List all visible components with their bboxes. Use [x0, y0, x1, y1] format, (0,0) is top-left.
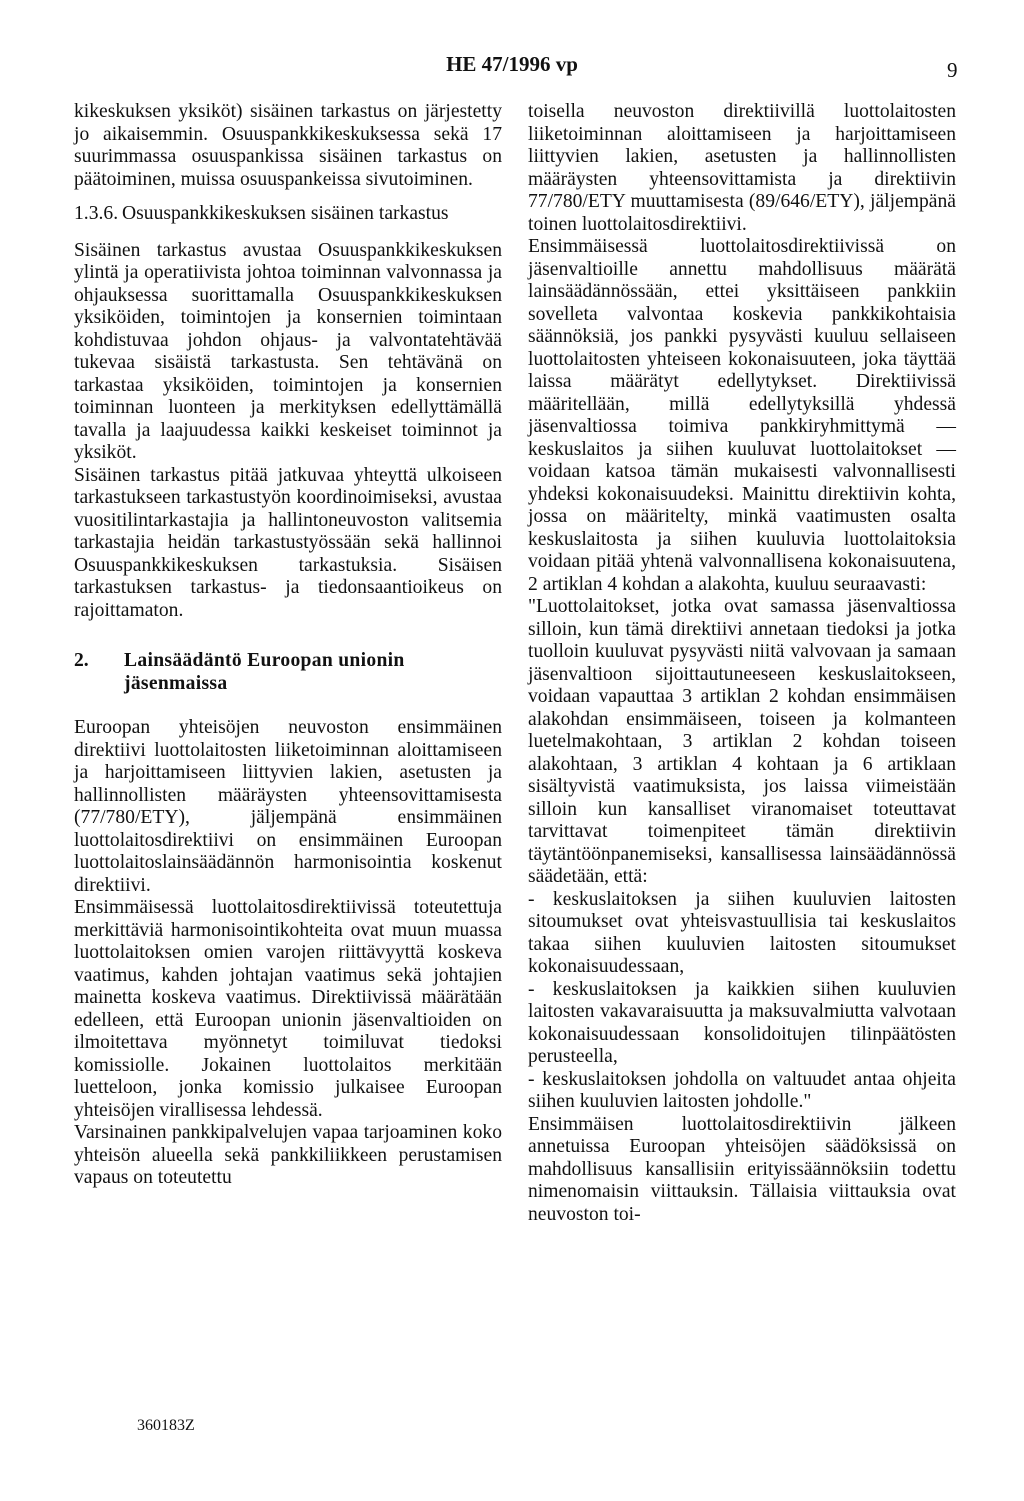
section-title: Lainsäädäntö Euroopan unionin jäsenmaissa [124, 650, 405, 694]
footer-code: 360183Z [137, 1417, 195, 1434]
paragraph: Ensimmäisessä luottolaitosdirektiivissä on jäsenvaltioille annettu mahdollisuus määrätä lainsäädännössään, ettei yksittäiseen pankkiin sovelleta valvontaa koskevia pankkikohtaisia säännöksiä, jos pankki pysyvästi kuuluu sellaiseen luottolaitosten yhteiseen kokonaisuuteen, joka täyttää laissa määrätyt edellytykset. Direktiivissä määritellään, millä edellytyksillä yhdessä jäsenvaltiossa toimiva pankkiryhmittymä — keskuslaitos ja siihen kuuluvat luottolaitokset — voidaan katsoa tämän mukaisesti valvonnallisesti yhdeksi kokonaisuudeksi. Mainittu direktiivin kohta, jossa on määritelty, minkä vaatimusten osalta keskuslaitosta ja siihen kuuluvia luottolaitoksia voidaan pitää yhtenä valvonnallisena kokonaisuutena, 2 artiklan 4 kohdan a alakohta, kuuluu seuraavasti: [528, 236, 956, 595]
list-item: - keskuslaitoksen ja siihen kuuluvien laitosten sitoumukset ovat yhteisvastuullisia tai keskuslaitos takaa siihen kuuluvien laitosten sitoumukset kokonaisuudessaan, [528, 888, 956, 977]
paragraph: toisella neuvoston direktiivillä luottolaitosten liiketoiminnan aloittamiseen ja harjoittamiseen liittyvien lakien, asetusten ja hallinnollisten määräysten yhteensovittamista ja direktiivin 77/780/ETY muuttamisesta (89/646/ETY), jäljempänä toinen luottolaitosdirektiivi. [528, 101, 956, 235]
subsection-number: 1.3.6. [74, 203, 119, 224]
left-column [74, 101, 502, 1190]
page-number: 9 [947, 58, 958, 82]
paragraph: Sisäinen tarkastus avustaa Osuuspankkikeskuksen ylintä ja operatiivista johtoa toiminnan valvonnassa ja ohjauksessa suorittamalla Osuuspankkikeskuksen yksiköiden, toimintojen ja konsernien toimintaan kohdistuvaa johdon ohjaus- ja valvontatehtävää tukevaa sisäistä tarkastusta. Sen tehtävänä on tarkastaa yksiköiden, toimintojen ja konsernien toiminnan luonteen ja merkityksen edellyttämällä tavalla ja laajuudessa kaikki keskeiset toiminnot ja yksiköt. [74, 239, 502, 463]
paragraph: Euroopan yhteisöjen neuvoston ensimmäinen direktiivi luottolaitosten liiketoiminnan aloittamiseen ja harjoittamiseen liittyvien lakien, asetusten ja hallinnollisten määräysten yhteensovittamisesta (77/780/ETY), jäljempänä ensimmäinen luottolaitosdirektiivi on ensimmäinen Euroopan luottolaitoslainsäädännön harmonisointia koskenut direktiivi. [74, 717, 502, 896]
list-item: - keskuslaitoksen johdolla on valtuudet antaa ohjeita siihen kuuluvien laitosten johdolle." [528, 1068, 956, 1112]
subsection-title: Osuuspankkikeskuksen sisäinen tarkastus [122, 203, 449, 224]
paragraph: Ensimmäisessä luottolaitosdirektiivissä toteutettuja merkittäviä harmonisointikohteita ovat muun muassa luottolaitoksen omien varojen riittävyyttä koskeva vaatimus, kahden johtajan vaatimus sekä johtajien mainetta koskeva vaatimus. Direktiivissä määrätään edelleen, että Euroopan unionin jäsenvaltioiden on ilmoitettava myönnetyt toimiluvat tiedoksi komissiolle. Jokainen luottolaitos merkitään luetteloon, jonka komissio julkaisee Euroopan yhteisöjen virallisessa lehdessä. [74, 897, 502, 1121]
subsection-heading [74, 203, 502, 226]
section-heading [74, 650, 502, 695]
paragraph: kikeskuksen yksiköt) sisäinen tarkastus on järjestetty jo aikaisemmin. Osuuspankkikeskuksessa sekä 17 suurimmassa osuuspankissa sisäinen tarkastus on päätoiminen, muissa osuuspankeissa sivutoiminen. [74, 101, 502, 190]
document-title: HE 47/1996 vp [446, 52, 578, 76]
section-number: 2. [74, 650, 89, 671]
quote-paragraph: "Luottolaitokset, jotka ovat samassa jäsenvaltiossa silloin, kun tämä direktiivi annetaan tiedoksi ja jotka tuolloin kuuluvat pysyvästi niitä valvovaan ja samaan jäsenvaltioon sijoittautuneeseen keskuslaitokseen, voidaan vapauttaa 3 artiklan 2 kohdan ensimmäisen alakohdan ensimmäiseen, toiseen ja kolmanteen luetelmakohtaan, 3 artiklan 2 kohdan toiseen alakohtaan, 3 artiklan 4 kohtaan ja 6 artiklaan sisältyvistä vaatimuksista, jos laissa viimeistään silloin kun kansalliset viranomaiset toteuttavat tarvittavat toimenpiteet tämän direktiivin täytäntöönpanemiseksi, kansallisessa lainsäädännössä säädetään, että: [528, 596, 956, 887]
paragraph: Ensimmäisen luottolaitosdirektiivin jälkeen annetuissa Euroopan yhteisöjen säädöksissä on mahdollisuus kansallisiin erityissäännöksiin todettu nimenomaisin viittauksin. Tällaisia viittauksia ovat neuvoston toi- [528, 1113, 956, 1225]
paragraph: Varsinainen pankkipalvelujen vapaa tarjoaminen koko yhteisön alueella sekä pankkiliikkeen perustamisen vapaus on toteutettu [74, 1122, 502, 1188]
right-column [528, 101, 956, 1226]
list-item: - keskuslaitoksen ja kaikkien siihen kuuluvien laitosten vakavaraisuutta ja maksuvalmiutta valvotaan kokonaisuudessaan konsolidoitujen tilinpäätösten perusteella, [528, 978, 956, 1067]
paragraph: Sisäinen tarkastus pitää jatkuvaa yhteyttä ulkoiseen tarkastukseen tarkastustyön koordinoimiseksi, avustaa vuositilintarkastajia ja hallintoneuvoston valitsemia tarkastajia heidän tarkastustyössään sekä hallinnoi Osuuspankkikeskuksen tarkastuksia. Sisäisen tarkastuksen tarkastus- ja tiedonsaantioikeus on rajoittamaton. [74, 464, 502, 621]
